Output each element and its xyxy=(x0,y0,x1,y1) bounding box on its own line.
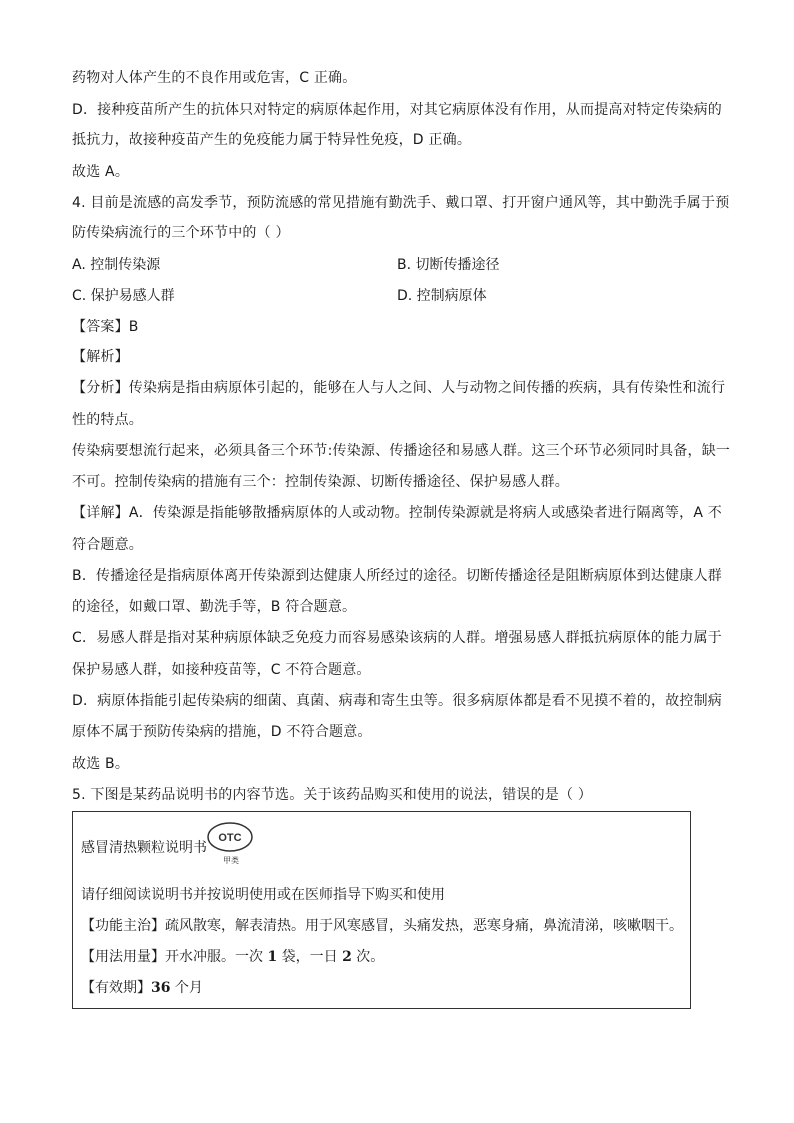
otc-logo-text: OTC xyxy=(218,832,242,844)
validity-suffix: 个月 xyxy=(170,980,203,996)
text-line: 故选 A。 xyxy=(72,164,130,180)
option-b: B. 切断传播途径 xyxy=(397,257,500,273)
text-line: 不可。控制传染病的措施有三个：控制传染源、切断传播途径、保护易感人群。 xyxy=(72,474,569,490)
question-4-stem: 4. 目前是流感的高发季节，预防流感的常见措施有勤洗手、戴口罩、打开窗户通风等，其中勤洗手属于预 xyxy=(72,195,730,211)
medicine-leaflet-box xyxy=(72,811,691,1009)
text-line: 【分析】传染病是指由病原体引起的，能够在人与人之间、人与动物之间传播的疾病，具有传染性和流行 xyxy=(72,380,726,396)
text-line: 传染病要想流行起来，必须具备三个环节:传染源、传播途径和易感人群。这三个环节必须同时具备，缺一 xyxy=(72,443,731,459)
text-line: 药物对人体产生的不良作用或危害，C 正确。 xyxy=(72,70,357,86)
text-line: C．易感人群是指对某种病原体缺乏免疫力而容易感染该病的人群。增强易感人群抵抗病原体的能力属于 xyxy=(72,630,722,646)
text-line: 保护易感人群，如接种疫苗等，C 不符合题意。 xyxy=(72,662,371,678)
leaflet-validity xyxy=(81,978,203,998)
question-5-stem: 5. 下图是某药品说明书的内容节选。关于该药品购买和使用的说法，错误的是（ ） xyxy=(72,787,593,803)
text-line: B．传播途径是指病原体离开传染源到达健康人所经过的途径。切断传播途径是阻断病原体到达健康人群 xyxy=(72,568,722,584)
analysis-label: 【解析】 xyxy=(72,349,129,365)
usage-frequency: 2 xyxy=(342,949,352,965)
option-a: A. 控制传染源 xyxy=(72,257,161,273)
option-d: D. 控制病原体 xyxy=(397,288,487,304)
option-c: C. 保护易感人群 xyxy=(72,288,175,304)
otc-class-label: 甲类 xyxy=(223,856,239,865)
text-line: 【详解】A．传染源是指能够散播病原体的人或动物。控制传染源就是将病人或感染者进行隔离等，A 不 xyxy=(72,505,722,521)
text-line: D．接种疫苗所产生的抗体只对特定的病原体起作用，对其它病原体没有作用，从而提高对特定传染病的 xyxy=(72,102,722,118)
validity-months: 36 xyxy=(151,980,171,996)
leaflet-usage xyxy=(81,947,384,967)
usage-dose: 1 xyxy=(267,949,278,965)
text-line: 原体不属于预防传染病的措施，D 不符合题意。 xyxy=(72,724,372,740)
text-line: 的途径，如戴口罩、勤洗手等，B 符合题意。 xyxy=(72,599,357,615)
otc-logo-icon xyxy=(206,821,254,853)
leaflet-function: 【功能主治】疏风散寒，解表清热。用于风寒感冒，头痛发热，恶寒身痛，鼻流清涕，咳嗽咽干。 xyxy=(81,918,683,934)
usage-prefix: 【用法用量】开水冲服。一次 xyxy=(81,949,268,965)
text-line: 符合题意。 xyxy=(72,537,143,553)
question-4-stem-cont: 防传染病流行的三个环节中的（ ） xyxy=(72,225,290,241)
text-line: 抵抗力，故接种疫苗产生的免疫能力属于特异性免疫，D 正确。 xyxy=(72,132,472,148)
text-line: D．病原体指能引起传染病的细菌、真菌、病毒和寄生虫等。很多病原体都是看不见摸不着的，故控制病 xyxy=(72,693,722,709)
leaflet-notice: 请仔细阅读说明书并按说明使用或在医师指导下购买和使用 xyxy=(81,887,445,903)
answer-label: 【答案】B xyxy=(72,319,139,335)
usage-mid: 袋，一日 xyxy=(277,949,343,965)
text-line: 故选 B。 xyxy=(72,756,130,772)
usage-suffix: 次。 xyxy=(351,949,385,965)
validity-prefix: 【有效期】 xyxy=(81,980,151,996)
leaflet-title: 感冒清热颗粒说明书 xyxy=(81,840,207,856)
text-line: 性的特点。 xyxy=(72,412,143,428)
